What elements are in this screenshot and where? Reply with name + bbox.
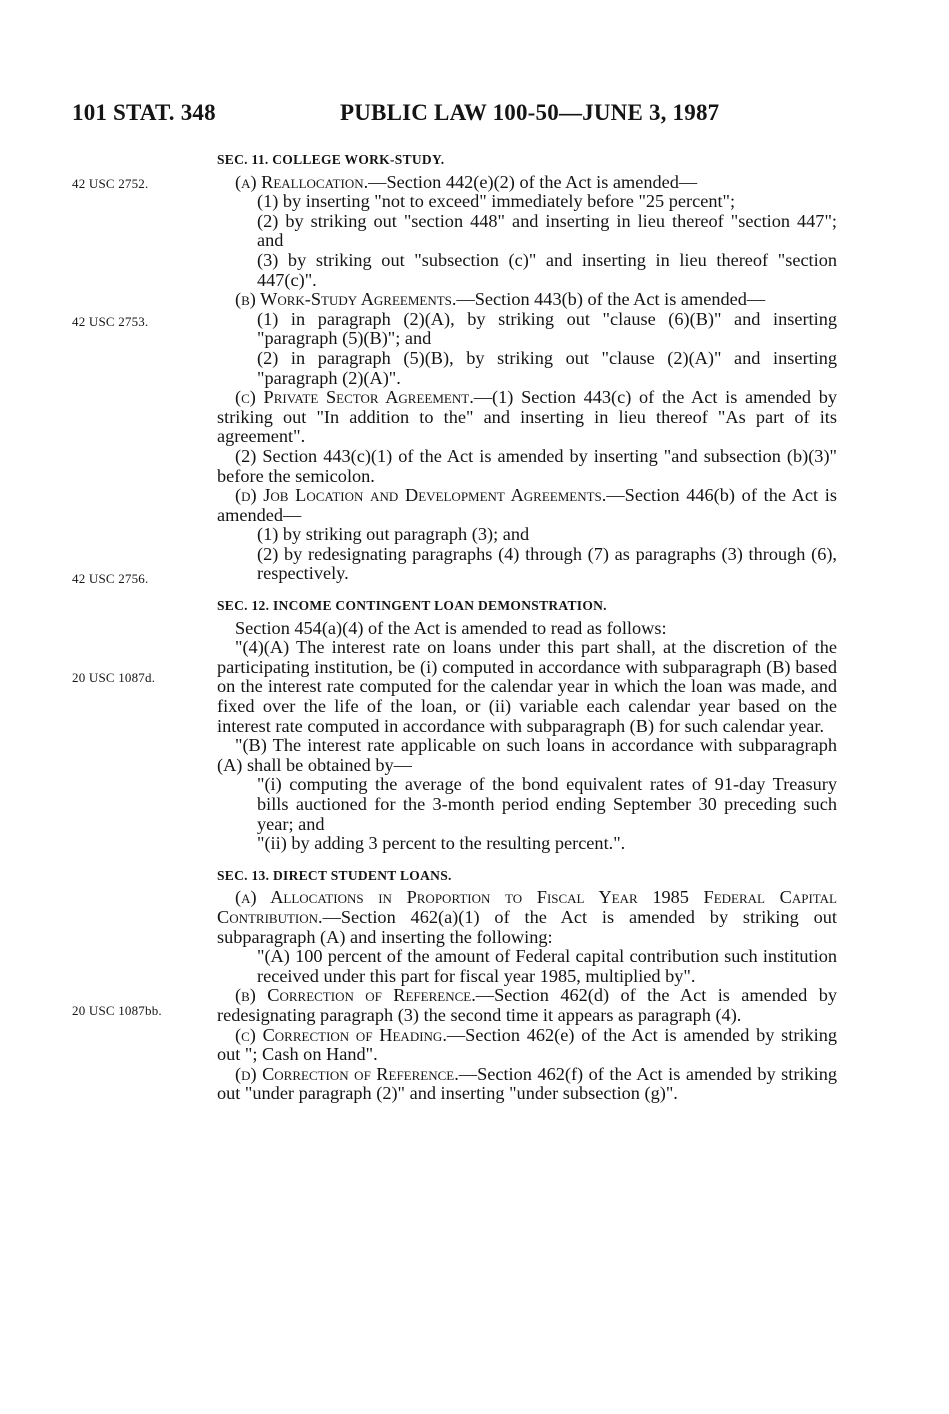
subsection-caption: (d) Correction of Reference. (235, 1063, 459, 1084)
subsection-text: —Section 443(b) of the Act is amended— (456, 289, 766, 310)
subsection-caption: (a) Reallocation. (235, 171, 369, 192)
margin-citation: 20 USC 1087d. (72, 670, 156, 685)
quoted-clause: "(i) computing the average of the bond equivalent rates of 91-day Treasury bills auctioned for the 3-month period ending September 30 preceding such year; and (257, 774, 837, 834)
margin-citation: 42 USC 2756. (72, 571, 149, 586)
section-heading: SEC. 11. COLLEGE WORK-STUDY. (217, 152, 445, 167)
page-header (72, 100, 842, 130)
margin-citation: 42 USC 2752. (72, 176, 149, 191)
paragraph: (1) by inserting "not to exceed" immediately before "25 percent"; (257, 191, 736, 212)
subsection-c (217, 1026, 837, 1065)
subsection-text: —Section 462(f) of the Act is amended by striking out "under paragraph (2)" and inserting "under subsection (g)". (217, 1063, 837, 1104)
quoted-paragraph: "(B) The interest rate applicable on such loans in accordance with subparagraph (A) shall be obtained by— (217, 735, 837, 775)
subsection-b (217, 290, 837, 310)
quoted-paragraph: "(A) 100 percent of the amount of Federal capital contribution such institution received under this part for fiscal year 1985, multiplied by". (257, 946, 837, 986)
statute-body (217, 146, 837, 1104)
subsection-text: —Section 462(d) of the Act is amended by redesignating paragraph (3) the second time it appears as paragraph (4). (217, 985, 837, 1025)
section-heading: SEC. 12. INCOME CONTINGENT LOAN DEMONSTRATION. (217, 598, 607, 614)
subsection-text: —Section 462(a)(1) of the Act is amended by striking out subparagraph (A) and inserting the following: (217, 906, 837, 947)
paragraph: (1) in paragraph (2)(A), by striking out "clause (6)(B)" and inserting "paragraph (5)(B)"; and (257, 308, 837, 349)
law-title: PUBLIC LAW 100-50—JUNE 3, 1987 (340, 100, 720, 125)
quoted-paragraph: "(4)(A) The interest rate on loans under this part shall, at the discretion of the participating institution, be (i) computed in accordance with subparagraph (B) based on the interest rate computed for the calendar year in which the loan was made, and fixed over the life of the loan, or (ii) variable each calendar year based on the interest rate computed in accordance with subparagraph (B) for such calendar year. (217, 637, 837, 736)
subsection-text: —Section 446(b) of the Act is amended— (217, 485, 837, 525)
subsection-text: —Section 442(e)(2) of the Act is amended— (368, 171, 698, 192)
paragraph: (2) in paragraph (5)(B), by striking out "clause (2)(A)" and inserting "paragraph (2)(A)". (257, 347, 837, 388)
paragraph: (3) by striking out "subsection (c)" and inserting in lieu thereof "section 447(c)". (257, 249, 837, 290)
subsection-d (217, 486, 837, 525)
paragraph: (2) Section 443(c)(1) of the Act is amended by inserting "and subsection (b)(3)" before the semicolon. (217, 445, 837, 486)
paragraph: (2) by striking out "section 448" and inserting in lieu thereof "section 447"; and (257, 210, 837, 251)
quoted-clause: "(ii) by adding 3 percent to the resulting percent.". (257, 833, 626, 854)
paragraph: Section 454(a)(4) of the Act is amended to read as follows: (235, 617, 667, 638)
subsection-caption: (b) Correction of Reference. (235, 985, 476, 1006)
paragraph: (1) by striking out paragraph (3); and (257, 524, 530, 545)
subsection-caption: (c) Correction of Heading. (235, 1024, 447, 1045)
section-heading: SEC. 13. DIRECT STUDENT LOANS. (217, 867, 452, 883)
subsection-text: —Section 462(e) of the Act is amended by striking out "; Cash on Hand". (217, 1024, 837, 1065)
subsection-b (217, 986, 837, 1025)
margin-citation: 42 USC 2753. (72, 314, 149, 329)
stat-page-number: 101 STAT. 348 (72, 100, 216, 125)
subsection-caption: (a) Allocations in Proportion to Fiscal Year 1985 Federal Capital Contribution. (217, 887, 837, 927)
subsection-caption: (b) Work-Study Agreements. (235, 289, 457, 310)
paragraph: (2) by redesignating paragraphs (4) through (7) as paragraphs (3) through (6), respectively. (257, 543, 837, 584)
subsection-text: —(1) Section 443(c) of the Act is amended by striking out "In addition to the" and inserting in lieu thereof "As part of its agreement". (217, 387, 837, 447)
subsection-caption: (d) Job Location and Development Agreements. (235, 485, 607, 506)
subsection-c (217, 388, 837, 447)
subsection-a (217, 173, 837, 193)
subsection-caption: (c) Private Sector Agreement. (235, 387, 474, 408)
subsection-a (217, 888, 837, 947)
margin-citation: 20 USC 1087bb. (72, 1003, 162, 1018)
subsection-d (217, 1065, 837, 1104)
